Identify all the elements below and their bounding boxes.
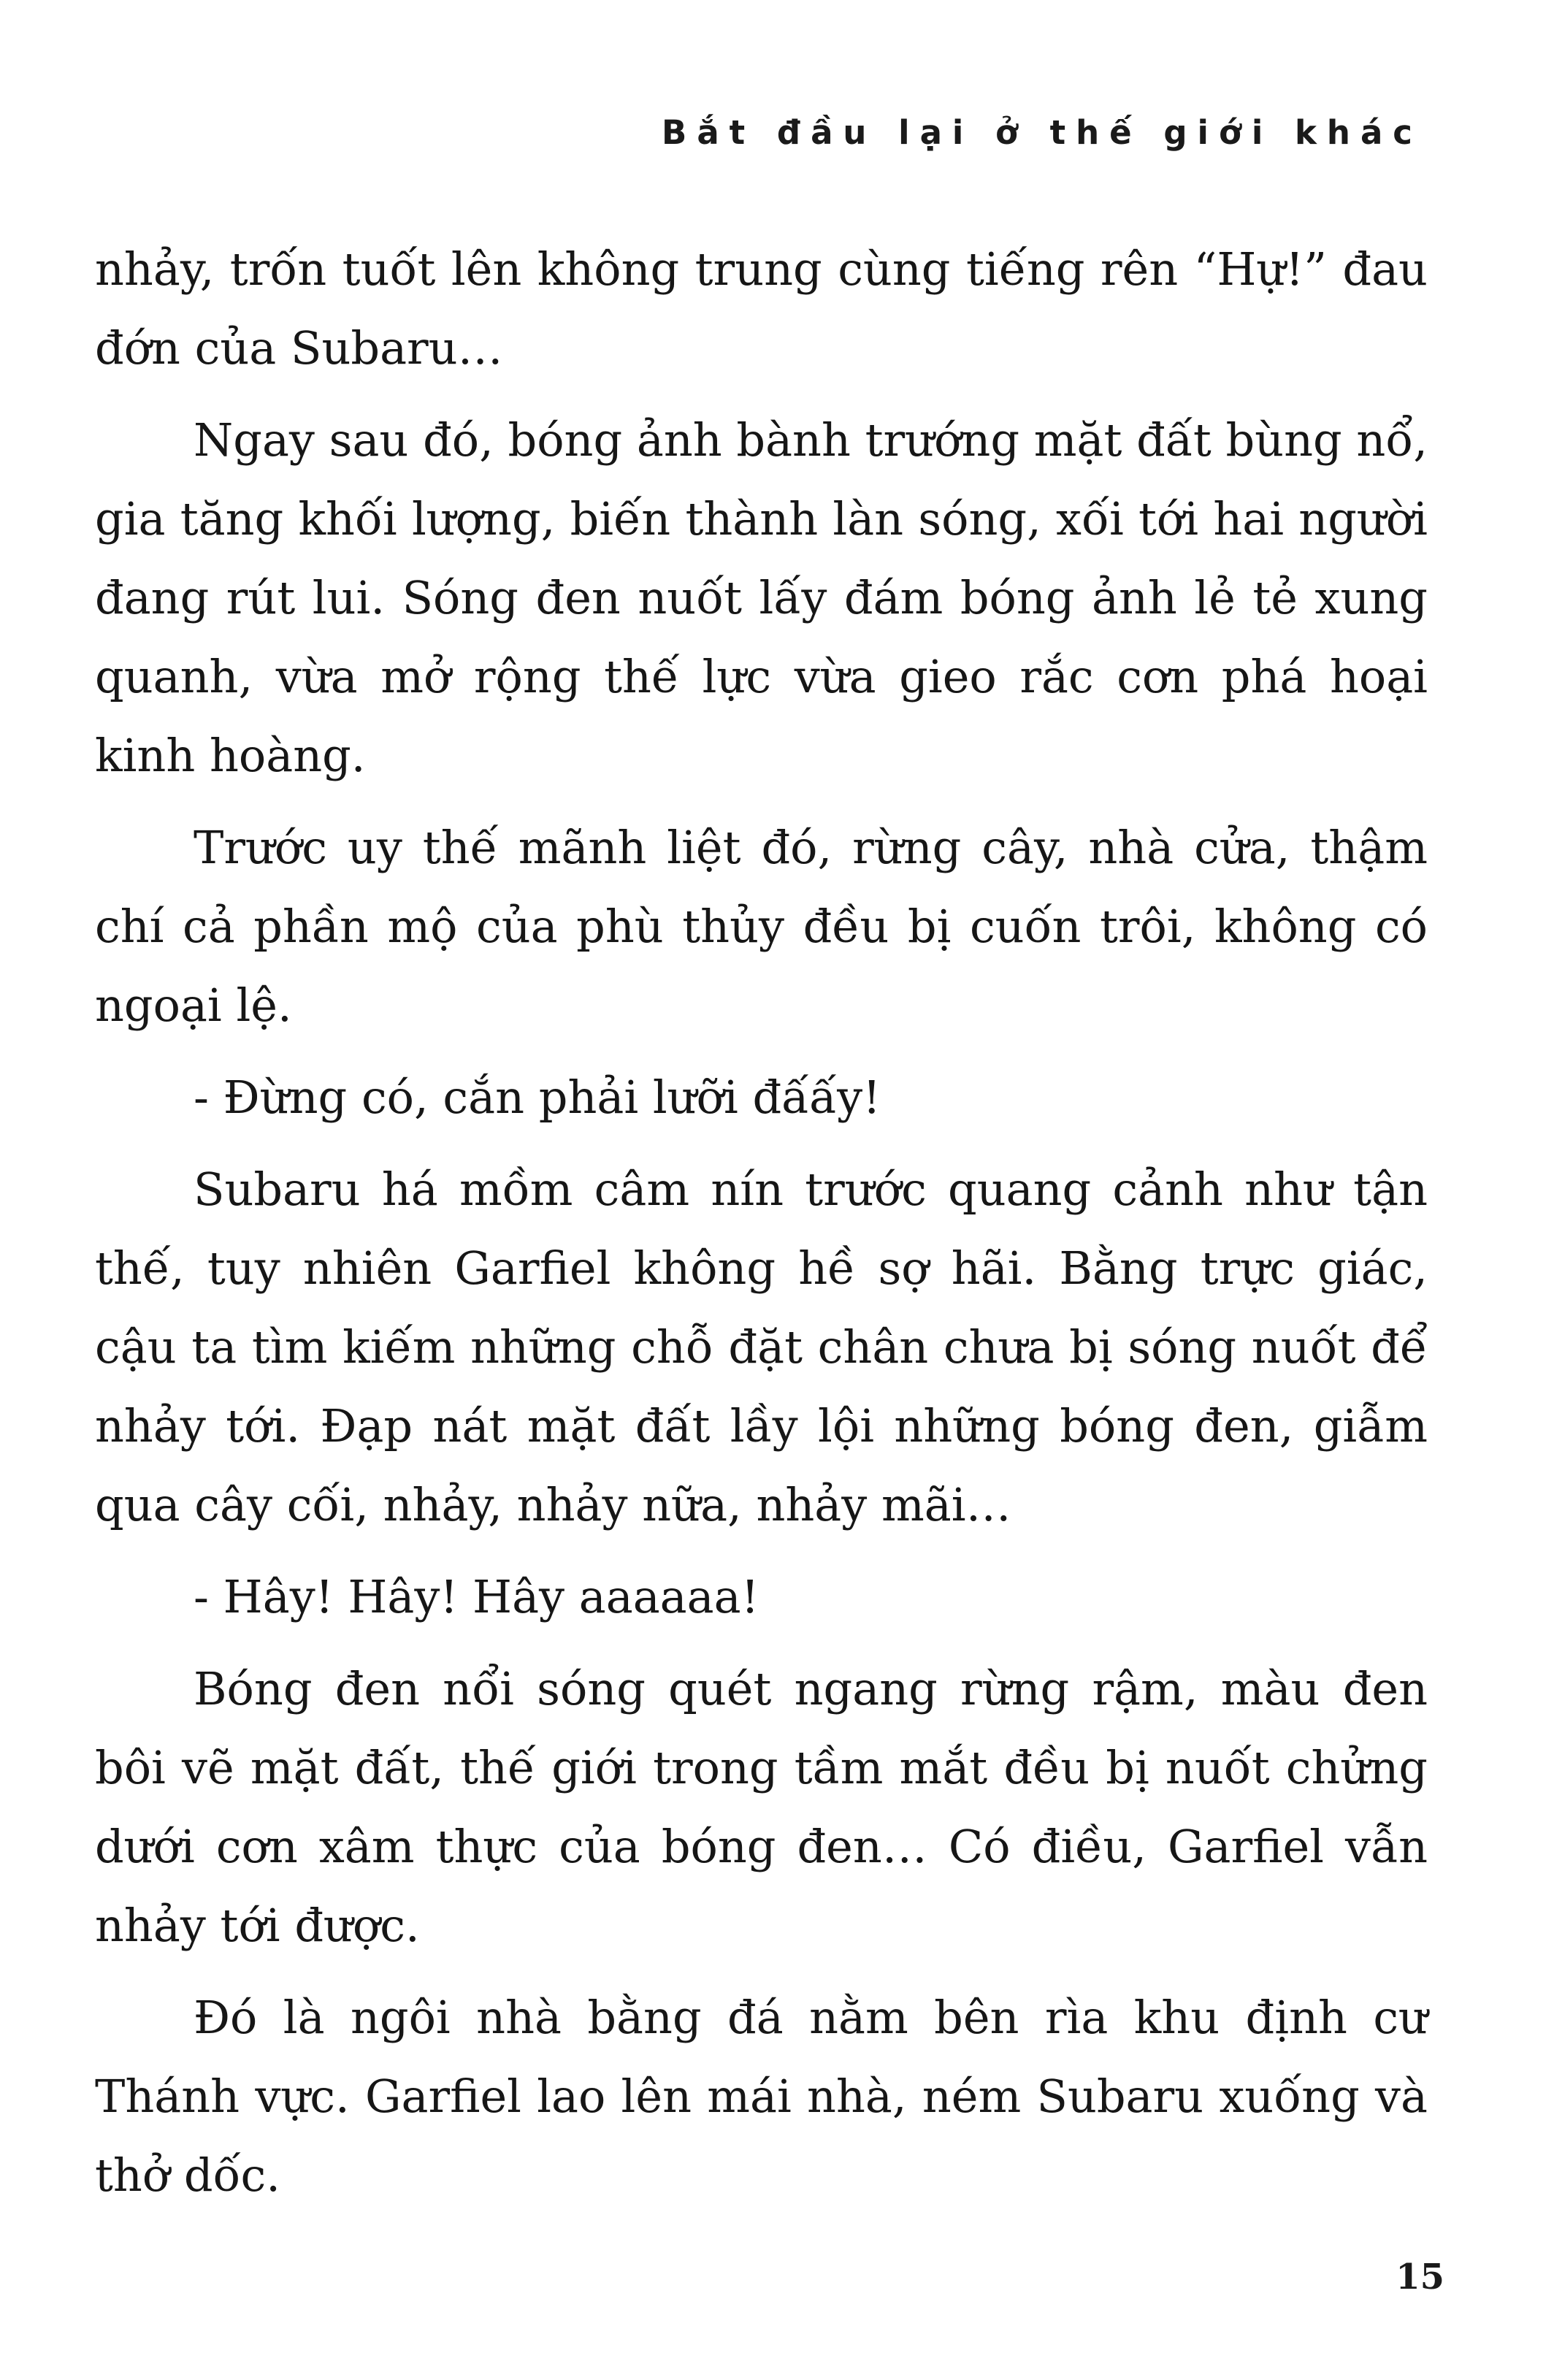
dialogue-line: - Đừng có, cắn phải lưỡi đấấy! xyxy=(194,1071,881,1124)
paragraph: Subaru há mồm câm nín trước quang cảnh như tận thế, tuy nhiên Garfiel không hề sợ hãi. Bằng trực giác, cậu ta tìm kiếm những chỗ đặt chân chưa bị sóng nuốt để nhảy tới. Đạp nát mặt đất lầy lội những bóng đen, giẫm qua cây cối, nhảy, nhảy nữa, nhảy mãi… xyxy=(95,1163,1428,1531)
body-text xyxy=(95,230,1428,2228)
page-number: 15 xyxy=(1396,2257,1444,2297)
paragraph: Bóng đen nổi sóng quét ngang rừng rậm, màu đen bôi vẽ mặt đất, thế giới trong tầm mắt đều bị nuốt chửng dưới cơn xâm thực của bóng đen… Có điều, Garfiel vẫn nhảy tới được. xyxy=(95,1662,1428,1952)
paragraph: Ngay sau đó, bóng ảnh bành trướng mặt đất bùng nổ, gia tăng khối lượng, biến thành làn sóng, xối tới hai người đang rút lui. Sóng đen nuốt lấy đám bóng ảnh lẻ tẻ xung quanh, vừa mở rộng thế lực vừa gieo rắc cơn phá hoại kinh hoàng. xyxy=(95,413,1428,782)
paragraph: Đó là ngôi nhà bằng đá nằm bên rìa khu định cư Thánh vực. Garfiel lao lên mái nhà, ném Subaru xuống và thở dốc. xyxy=(95,1991,1428,2202)
paragraph: nhảy, trốn tuốt lên không trung cùng tiếng rên “Hự!” đau đớn của Subaru… xyxy=(95,242,1428,375)
dialogue-line: - Hây! Hây! Hây aaaaaa! xyxy=(194,1570,759,1623)
running-header: Bắt đầu lại ở thế giới khác xyxy=(662,113,1423,152)
paragraph: Trước uy thế mãnh liệt đó, rừng cây, nhà cửa, thậm chí cả phần mộ của phù thủy đều bị cuốn trôi, không có ngoại lệ. xyxy=(95,821,1428,1032)
